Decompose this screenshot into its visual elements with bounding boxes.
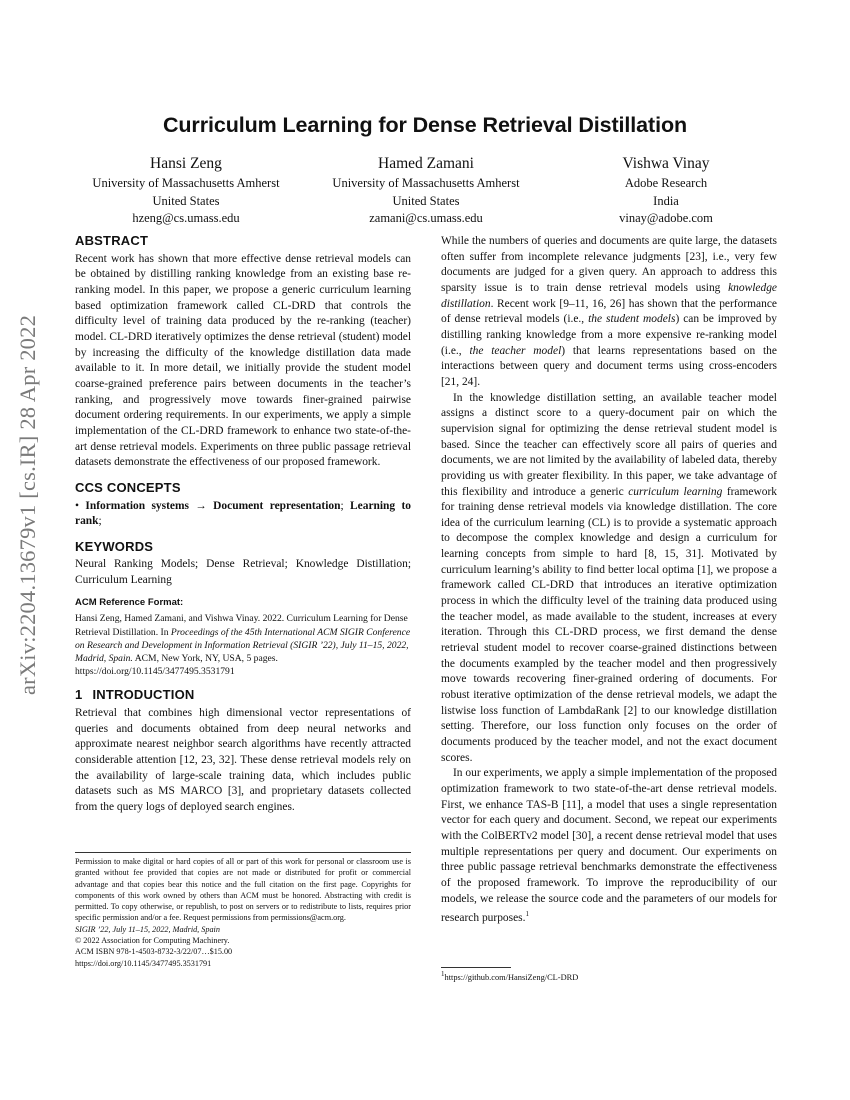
footnote-divider xyxy=(441,967,511,968)
acm-reference-label: ACM Reference Format: xyxy=(75,596,184,608)
author-email[interactable]: zamani@cs.umass.edu xyxy=(369,211,483,225)
author-name: Hansi Zeng xyxy=(150,155,222,172)
intro-paragraph: In our experiments, we apply a simple implementation of the proposed optimization framework to two state-of-the-art dense retrieval models. First, we enhance TAS-B [11], a model that uses a single representation vector for each query and document. Second, we repeat our experiments with the ColBERTv2 model [30], a recent dense retrieval model that uses multiple representations per query and document. Our experiments on three public passage retrieval benchmarks demonstrate the effectiveness of the proposed framework. To improve the reproducibility of our models, we release the source code and the parameters of our models for research purposes.$^1$ xyxy=(441,767,777,925)
paper-title: Curriculum Learning for Dense Retrieval Distillation xyxy=(162,113,688,137)
keywords-heading: KEYWORDS xyxy=(75,538,154,554)
intro-paragraph: Retrieval that combines high dimensional vector representations of queries and documents obtained from deep neural networks and approximate nearest neighbor search algorithms have recently attracted considerable attention [12, 23, 32]. These dense retrieval models rely on the availability of large-scale training data, which includes public datasets such as MS MARCO [3], and proprietary datasets collected from the query logs of deployed search engines. xyxy=(75,707,411,814)
author-country: United States xyxy=(152,193,220,208)
ccs-text: • Information systems → Document representation; Learning to rank; xyxy=(75,499,412,528)
author-name: Hamed Zamani xyxy=(378,155,474,172)
abstract-text: Recent work has shown that more effective dense retrieval models can be obtained by distilling ranking knowledge from an existing base re-ranking model. In this paper, we propose a generic curriculum learning based optimization framework called CL-DRD that controls the difficulty level of training data produced by the re-ranking (teacher) model. CL-DRD iteratively optimizes the dense retrieval (student) model by increasing the difficulty of the knowledge distillation data made available to it. In more detail, we initially provide the student model coarse-grained preference pairs between documents in the teacher’s ranking, and progressively move towards finer-grained pairwise document ordering requirements. In our experiments, we apply a simple implementation of the CL-DRD framework to enhance two state-of-the-art dense retrieval models. Experiments on three public passage retrieval datasets demonstrate the effectiveness of our proposed framework. xyxy=(75,252,411,469)
isbn-line: ACM ISBN 978-1-4503-8732-3/22/07…$15.00 xyxy=(75,947,233,957)
author-affiliation: University of Massachusetts Amherst xyxy=(92,176,280,190)
author-country: India xyxy=(653,193,679,208)
author-country: United States xyxy=(392,193,460,208)
introduction-heading: 1 INTRODUCTION xyxy=(75,687,195,703)
intro-paragraph: In the knowledge distillation setting, an available teacher model assigns a distinct score to a query-document pair on which the supervision signal for optimizing the dense retrieval student model is based. Since the teacher can effectively score all pairs of queries and documents, we are not limited by the availability of labeled data, thereby providing us with greater flexibility. In this paper, we take advantage of this flexibility and introduce a generic curriculum learning framework for training dense retrieval models via knowledge distillation. The core idea of the curriculum learning (CL) is to provide a systematic approach to decompose the complex knowledge and design a curriculum for learning concepts from simple to hard [8, 15, 31]. Motivated by curriculum learning’s ability to find better local optima [1], we propose a framework called CL-DRD that introduces an iterative optimization process in which the difficulty level of the training data produced using the teacher model, as made available to the student, increases at every iteration. Through this CL-DRD process, we first demand the dense retrieval student model to recover coarse-grained distinctions between the documents exampled by the teacher model and then progressively move towards recovering finer-grained ordering of documents. For robust iterative optimization of the dense retrieval models, we adapt the listwise loss function of LambdaRank [2] to our knowledge distillation setting. Therefore, our loss function only focuses on the order of documents produced by the teacher model, and not the exact document scores. xyxy=(441,391,777,764)
footnote-link[interactable]: https://github.com/HansiZeng/CL-DRD xyxy=(444,972,579,982)
author-block xyxy=(566,153,766,228)
author-affiliation: Adobe Research xyxy=(624,176,708,190)
permission-block xyxy=(75,856,411,969)
venue-line: SIGIR ’22, July 11–15, 2022, Madrid, Spain xyxy=(75,924,220,934)
author-affiliation: University of Massachusetts Amherst xyxy=(332,176,520,190)
ccs-heading: CCS CONCEPTS xyxy=(75,479,181,495)
arxiv-identifier-text: arXiv:2204.13679v1 [cs.IR] 28 Apr 2022 xyxy=(15,314,40,696)
footnote-marker[interactable]: 1 xyxy=(525,910,529,919)
author-name: Vishwa Vinay xyxy=(622,155,710,172)
right-column xyxy=(441,234,777,927)
author-email[interactable]: vinay@adobe.com xyxy=(619,211,713,225)
copyright-line: © 2022 Association for Computing Machinery. xyxy=(75,936,230,946)
keywords-text: Neural Ranking Models; Dense Retrieval; Knowledge Distillation; Curriculum Learning xyxy=(75,558,411,587)
footnote xyxy=(441,970,578,982)
author-email[interactable]: hzeng@cs.umass.edu xyxy=(132,211,240,225)
arxiv-identifier xyxy=(4,300,52,710)
author-block xyxy=(86,153,286,228)
footnote-number: 1 xyxy=(441,970,445,978)
permission-divider xyxy=(75,852,411,853)
abstract-heading: ABSTRACT xyxy=(75,233,149,248)
intro-paragraph: While the numbers of queries and documents are quite large, the datasets often suffer from incomplete relevance judgments [23], i.e., very few documents are judged for a given query. An approach to address this sparsity issue is to train dense retrieval models using knowledge distillation. Recent work [9–11, 16, 26] has shown that the performance of dense retrieval models (i.e., the student models) can be improved by distilling ranking knowledge from a more expensive re-ranking model (i.e., the teacher model) that learns representations based on the interactions between query and document terms using cross-encoders [21, 24]. xyxy=(441,235,777,388)
acm-reference-text: Hansi Zeng, Hamed Zamani, and Vishwa Vinay. 2022. Curriculum Learning for Dense Retrieval Distillation. In Proceedings of the 45th International ACM SIGIR Conference on Research and Development in Information Retrieval (SIGIR ’22), July 11–15, 2022, Madrid, Spain. ACM, New York, NY, USA, 5 pages. https://doi.org/10.1145/3477495.3531791 xyxy=(75,613,411,678)
author-block xyxy=(326,153,526,228)
left-column xyxy=(75,233,411,816)
doi-link[interactable]: https://doi.org/10.1145/3477495.3531791 xyxy=(75,958,212,968)
permission-text: Permission to make digital or hard copies of all or part of this work for personal or classroom use is granted without fee provided that copies are not made or distributed for profit or commercial advantage and that copies bear this notice and the full citation on the first page. Copyrights for components of this work owned by others than ACM must be honored. Abstracting with credit is permitted. To copy otherwise, or republish, to post on servers or to redistribute to lists, requires prior specific permission and/or a fee. Request permissions from permissions@acm.org. xyxy=(75,857,411,923)
